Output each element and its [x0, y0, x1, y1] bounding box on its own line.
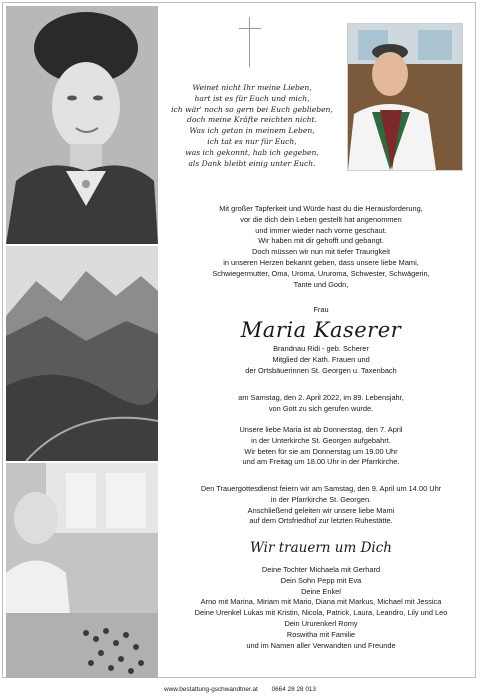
mourner-line: Roswitha mit Familie — [286, 629, 356, 639]
deceased-name: Maria Kaserer — [240, 318, 402, 342]
intro-line: Doch müssen wir nun mit tiefer Traurigkeit — [251, 247, 390, 257]
intro-line: Mit großer Tapferkeit und Würde hast du die Herausforderung, — [219, 204, 423, 213]
website-link[interactable]: www.bestattung-gschwandtner.at — [163, 686, 258, 693]
intro-text — [163, 204, 479, 290]
intro-line: und immer wieder nach vorne geschaut. — [255, 225, 387, 235]
intro-line: vor die dich dein Leben gestellt hat angenommen — [240, 214, 402, 224]
bio-text — [163, 344, 479, 376]
mourners-list — [163, 565, 479, 651]
mourner-line: Deine Urenkel Lukas mit Kristin, Nicola, Patrick, Laura, Leandro, Lily und Leo — [194, 608, 448, 618]
death-text — [163, 393, 479, 415]
viewing-text — [163, 425, 479, 468]
poem-line: Weinet nicht Ihr meine Lieben, — [192, 83, 312, 92]
mourner-line: und im Namen aller Verwandten und Freunde — [246, 640, 396, 650]
poem-line: was ich gekonnt, hab ich gegeben, — [185, 147, 319, 157]
viewing-line: in der Unterkirche St. Georgen aufgebahrt. — [251, 435, 391, 445]
poem-line: ich tat es nur für Euch, — [207, 136, 297, 146]
service-line: Den Trauergottesdienst feiern wir am Samstag, den 9. April um 14.00 Uhr — [200, 484, 442, 493]
service-line: auf dem Ortsfriedhof zur letzten Ruhestätte. — [249, 516, 393, 526]
viewing-line: und am Freitag um 18.00 Uhr in der Pfarrkirche. — [242, 457, 400, 467]
viewing-line: Unsere liebe Maria ist ab Donnerstag, den 7. April — [239, 425, 403, 434]
poem-line: hart ist es für Euch und mich, — [194, 93, 310, 103]
landscape-photo — [6, 246, 158, 461]
death-line: am Samstag, den 2. April 2022, im 89. Lebensjahr, — [238, 393, 404, 402]
service-text — [163, 484, 479, 527]
portrait-photo — [6, 6, 158, 244]
color-portrait-photo — [347, 23, 463, 171]
intro-line: Schwiegermutter, Oma, Uroma, Ururoma, Schwester, Schwägerin, — [212, 268, 430, 278]
death-line: von Gott zu sich gerufen wurde. — [268, 403, 374, 413]
intro-line: Tante und Godn, — [293, 279, 349, 289]
elderly-woman-photo — [6, 463, 158, 678]
bio-line: Mitglied der Kath. Frauen und — [272, 354, 370, 364]
poem-line: als Dank bleibt einig unter Euch. — [188, 158, 316, 168]
mourner-line: Dein Ururenkerl Romy — [284, 618, 358, 628]
footer — [0, 686, 480, 694]
obituary-card — [2, 2, 476, 678]
poem — [163, 83, 341, 169]
bio-line: der Ortsbäuerinnen St. Georgen u. Taxenbach — [245, 365, 397, 375]
service-line: Anschließend geleiten wir unsere liebe Mami — [247, 505, 395, 515]
frau-label: Frau — [313, 305, 329, 314]
trauern-heading: Wir trauern um Dich — [250, 540, 392, 556]
poem-line: doch meine Kräfte reichten nicht. — [187, 115, 317, 125]
bio-line: Brandnau Ridi - geb. Scherer — [273, 344, 369, 353]
intro-line: in unseren Herzen bekannt geben, dass unsere liebe Mami, — [223, 257, 419, 267]
poem-line: ich wär' noch so gern bei Euch geblieben, — [171, 104, 333, 114]
mourner-line: Dein Sohn Pepp mit Eva — [280, 575, 362, 585]
cross-icon — [239, 17, 261, 67]
mourner-line: Deine Tochter Michaela mit Gerhard — [261, 565, 381, 574]
poem-line: Was ich getan in meinem Leben, — [189, 126, 315, 136]
mourner-line: Deine Enkel — [301, 586, 341, 596]
viewing-line: Wir beten für sie am Donnerstag um 19.00 Uhr — [244, 446, 398, 456]
mourner-line: Arno mit Marina, Miriam mit Mario, Diana mit Markus, Michael mit Jessica — [200, 597, 442, 607]
phone-number: 0664 28 28 013 — [271, 686, 316, 693]
service-line: in der Pfarrkirche St. Georgen. — [270, 494, 372, 504]
intro-line: Wir haben mit dir gehofft und gebangt. — [258, 236, 384, 246]
